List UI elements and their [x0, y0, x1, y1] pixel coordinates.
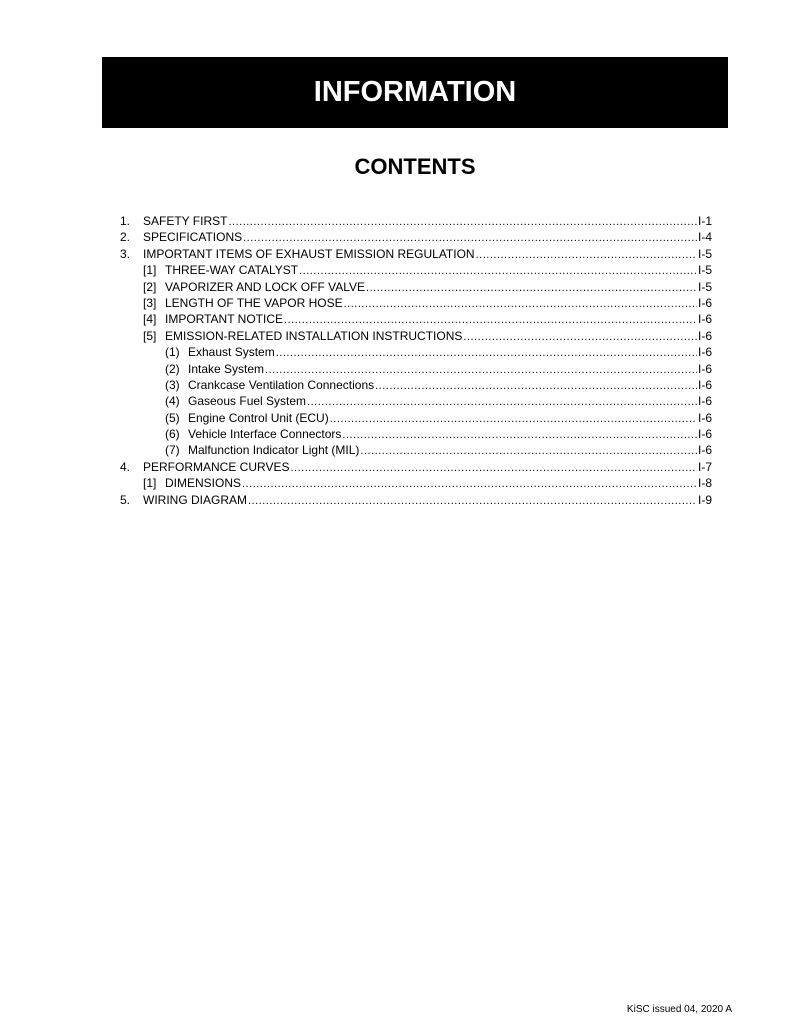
toc-entry-title: VAPORIZER AND LOCK OFF VALVE — [165, 279, 366, 294]
toc-entry-page: I-9 — [697, 492, 712, 507]
toc-entry-page: I-5 — [697, 263, 712, 278]
toc-dot-leader — [360, 443, 697, 459]
toc-entry-page: I-6 — [697, 443, 712, 458]
toc-entry-number: (7) — [165, 443, 180, 458]
toc-entry-number: 3. — [120, 246, 131, 261]
toc-entry-number: (2) — [165, 361, 180, 376]
toc-entry[interactable] — [120, 361, 712, 377]
toc-dot-leader — [265, 362, 697, 378]
toc-entry-page: I-6 — [697, 328, 712, 343]
toc-entry-title: IMPORTANT NOTICE — [165, 312, 284, 327]
toc-entry-page: I-6 — [697, 410, 712, 425]
toc-entry-number: (1) — [165, 345, 180, 360]
toc-entry-page: I-1 — [697, 214, 712, 228]
toc-entry[interactable] — [120, 311, 712, 327]
toc-dot-leader — [248, 493, 697, 509]
toc-entry[interactable] — [120, 246, 712, 262]
toc-dot-leader — [344, 296, 697, 312]
toc-entry-page: I-5 — [697, 246, 712, 261]
toc-entry-page: I-6 — [697, 312, 712, 327]
toc-dot-leader — [375, 378, 697, 394]
toc-entry-number: 1. — [120, 214, 131, 228]
toc-entry-page: I-7 — [697, 459, 712, 474]
toc-entry-page: I-6 — [697, 295, 712, 310]
toc-entry[interactable] — [120, 279, 712, 295]
toc-entry-title: WIRING DIAGRAM — [143, 492, 247, 507]
toc-entry-title: Exhaust System — [188, 345, 275, 360]
toc-entry-page: I-6 — [697, 345, 712, 360]
toc-entry-title: IMPORTANT ITEMS OF EXHAUST EMISSION REGULATION — [143, 246, 475, 261]
toc-entry[interactable] — [120, 442, 712, 458]
toc-entry-page: I-5 — [697, 279, 712, 294]
toc-entry[interactable] — [120, 344, 712, 360]
toc-dot-leader — [366, 280, 697, 296]
toc-entry-page: I-6 — [697, 394, 712, 409]
toc-entry-page: I-8 — [697, 476, 712, 491]
toc-entry-title: Gaseous Fuel System — [188, 394, 307, 409]
toc-entry-title: LENGTH OF THE VAPOR HOSE — [165, 295, 343, 310]
toc-entry-number: [1] — [143, 263, 157, 278]
footer-issue-note: KiSC issued 04, 2020 A — [626, 1004, 732, 1015]
toc-dot-leader — [299, 263, 697, 279]
toc-entry-title: EMISSION-RELATED INSTALLATION INSTRUCTIONS — [165, 328, 463, 343]
contents-heading: CONTENTS — [354, 154, 476, 179]
toc-entry[interactable] — [120, 328, 712, 344]
toc-entry-title: Engine Control Unit (ECU) — [188, 410, 329, 425]
toc-entry-number: 5. — [120, 492, 131, 507]
toc-entry-page: I-4 — [697, 230, 712, 245]
toc-dot-leader — [284, 312, 697, 328]
toc-entry-page: I-6 — [697, 377, 712, 392]
toc-dot-leader — [307, 394, 697, 410]
toc-entry-number: (4) — [165, 394, 180, 409]
toc-dot-leader — [276, 345, 697, 361]
page-title: INFORMATION — [313, 76, 517, 108]
toc-entry-number: (5) — [165, 410, 180, 425]
toc-entry[interactable] — [120, 492, 712, 508]
toc-entry-number: 4. — [120, 459, 131, 474]
toc-dot-leader — [228, 214, 697, 230]
toc-entry-title: Intake System — [188, 361, 265, 376]
toc-entry-number: (6) — [165, 427, 180, 442]
toc-entry[interactable] — [120, 410, 712, 426]
toc-entry[interactable] — [120, 426, 712, 442]
toc-entry-title: SPECIFICATIONS — [143, 230, 243, 245]
toc-entry-number: [4] — [143, 312, 157, 327]
toc-entry-number: 2. — [120, 230, 131, 245]
toc-entry-number: [3] — [143, 295, 157, 310]
toc-entry-title: SAFETY FIRST — [143, 214, 228, 228]
toc-entry[interactable] — [120, 459, 712, 475]
toc-entry-title: Malfunction Indicator Light (MIL) — [188, 443, 360, 458]
toc-entry[interactable] — [120, 229, 712, 245]
toc-entry[interactable] — [120, 475, 712, 491]
toc-entry-page: I-6 — [697, 427, 712, 442]
table-of-contents — [120, 213, 712, 508]
toc-entry-number: [2] — [143, 279, 157, 294]
toc-entry-number: (3) — [165, 377, 180, 392]
toc-entry[interactable] — [120, 262, 712, 278]
toc-entry[interactable] — [120, 393, 712, 409]
toc-entry-title: Crankcase Ventilation Connections — [188, 377, 375, 392]
toc-dot-leader — [243, 230, 697, 246]
toc-entry[interactable] — [120, 377, 712, 393]
toc-entry-title: THREE-WAY CATALYST — [165, 263, 299, 278]
toc-entry[interactable] — [120, 213, 712, 229]
toc-entry-page: I-6 — [697, 361, 712, 376]
toc-entry-number: [1] — [143, 476, 157, 491]
toc-dot-leader — [342, 427, 697, 443]
toc-entry-number: [5] — [143, 328, 157, 343]
toc-dot-leader — [242, 476, 697, 492]
toc-entry-title: PERFORMANCE CURVES — [143, 459, 290, 474]
toc-dot-leader — [330, 411, 697, 427]
toc-entry-title: Vehicle Interface Connectors — [188, 427, 342, 442]
toc-dot-leader — [290, 460, 697, 476]
toc-dot-leader — [476, 247, 697, 263]
header-banner — [102, 57, 728, 128]
toc-entry-title: DIMENSIONS — [165, 476, 242, 491]
toc-entry[interactable] — [120, 295, 712, 311]
toc-dot-leader — [463, 329, 697, 345]
